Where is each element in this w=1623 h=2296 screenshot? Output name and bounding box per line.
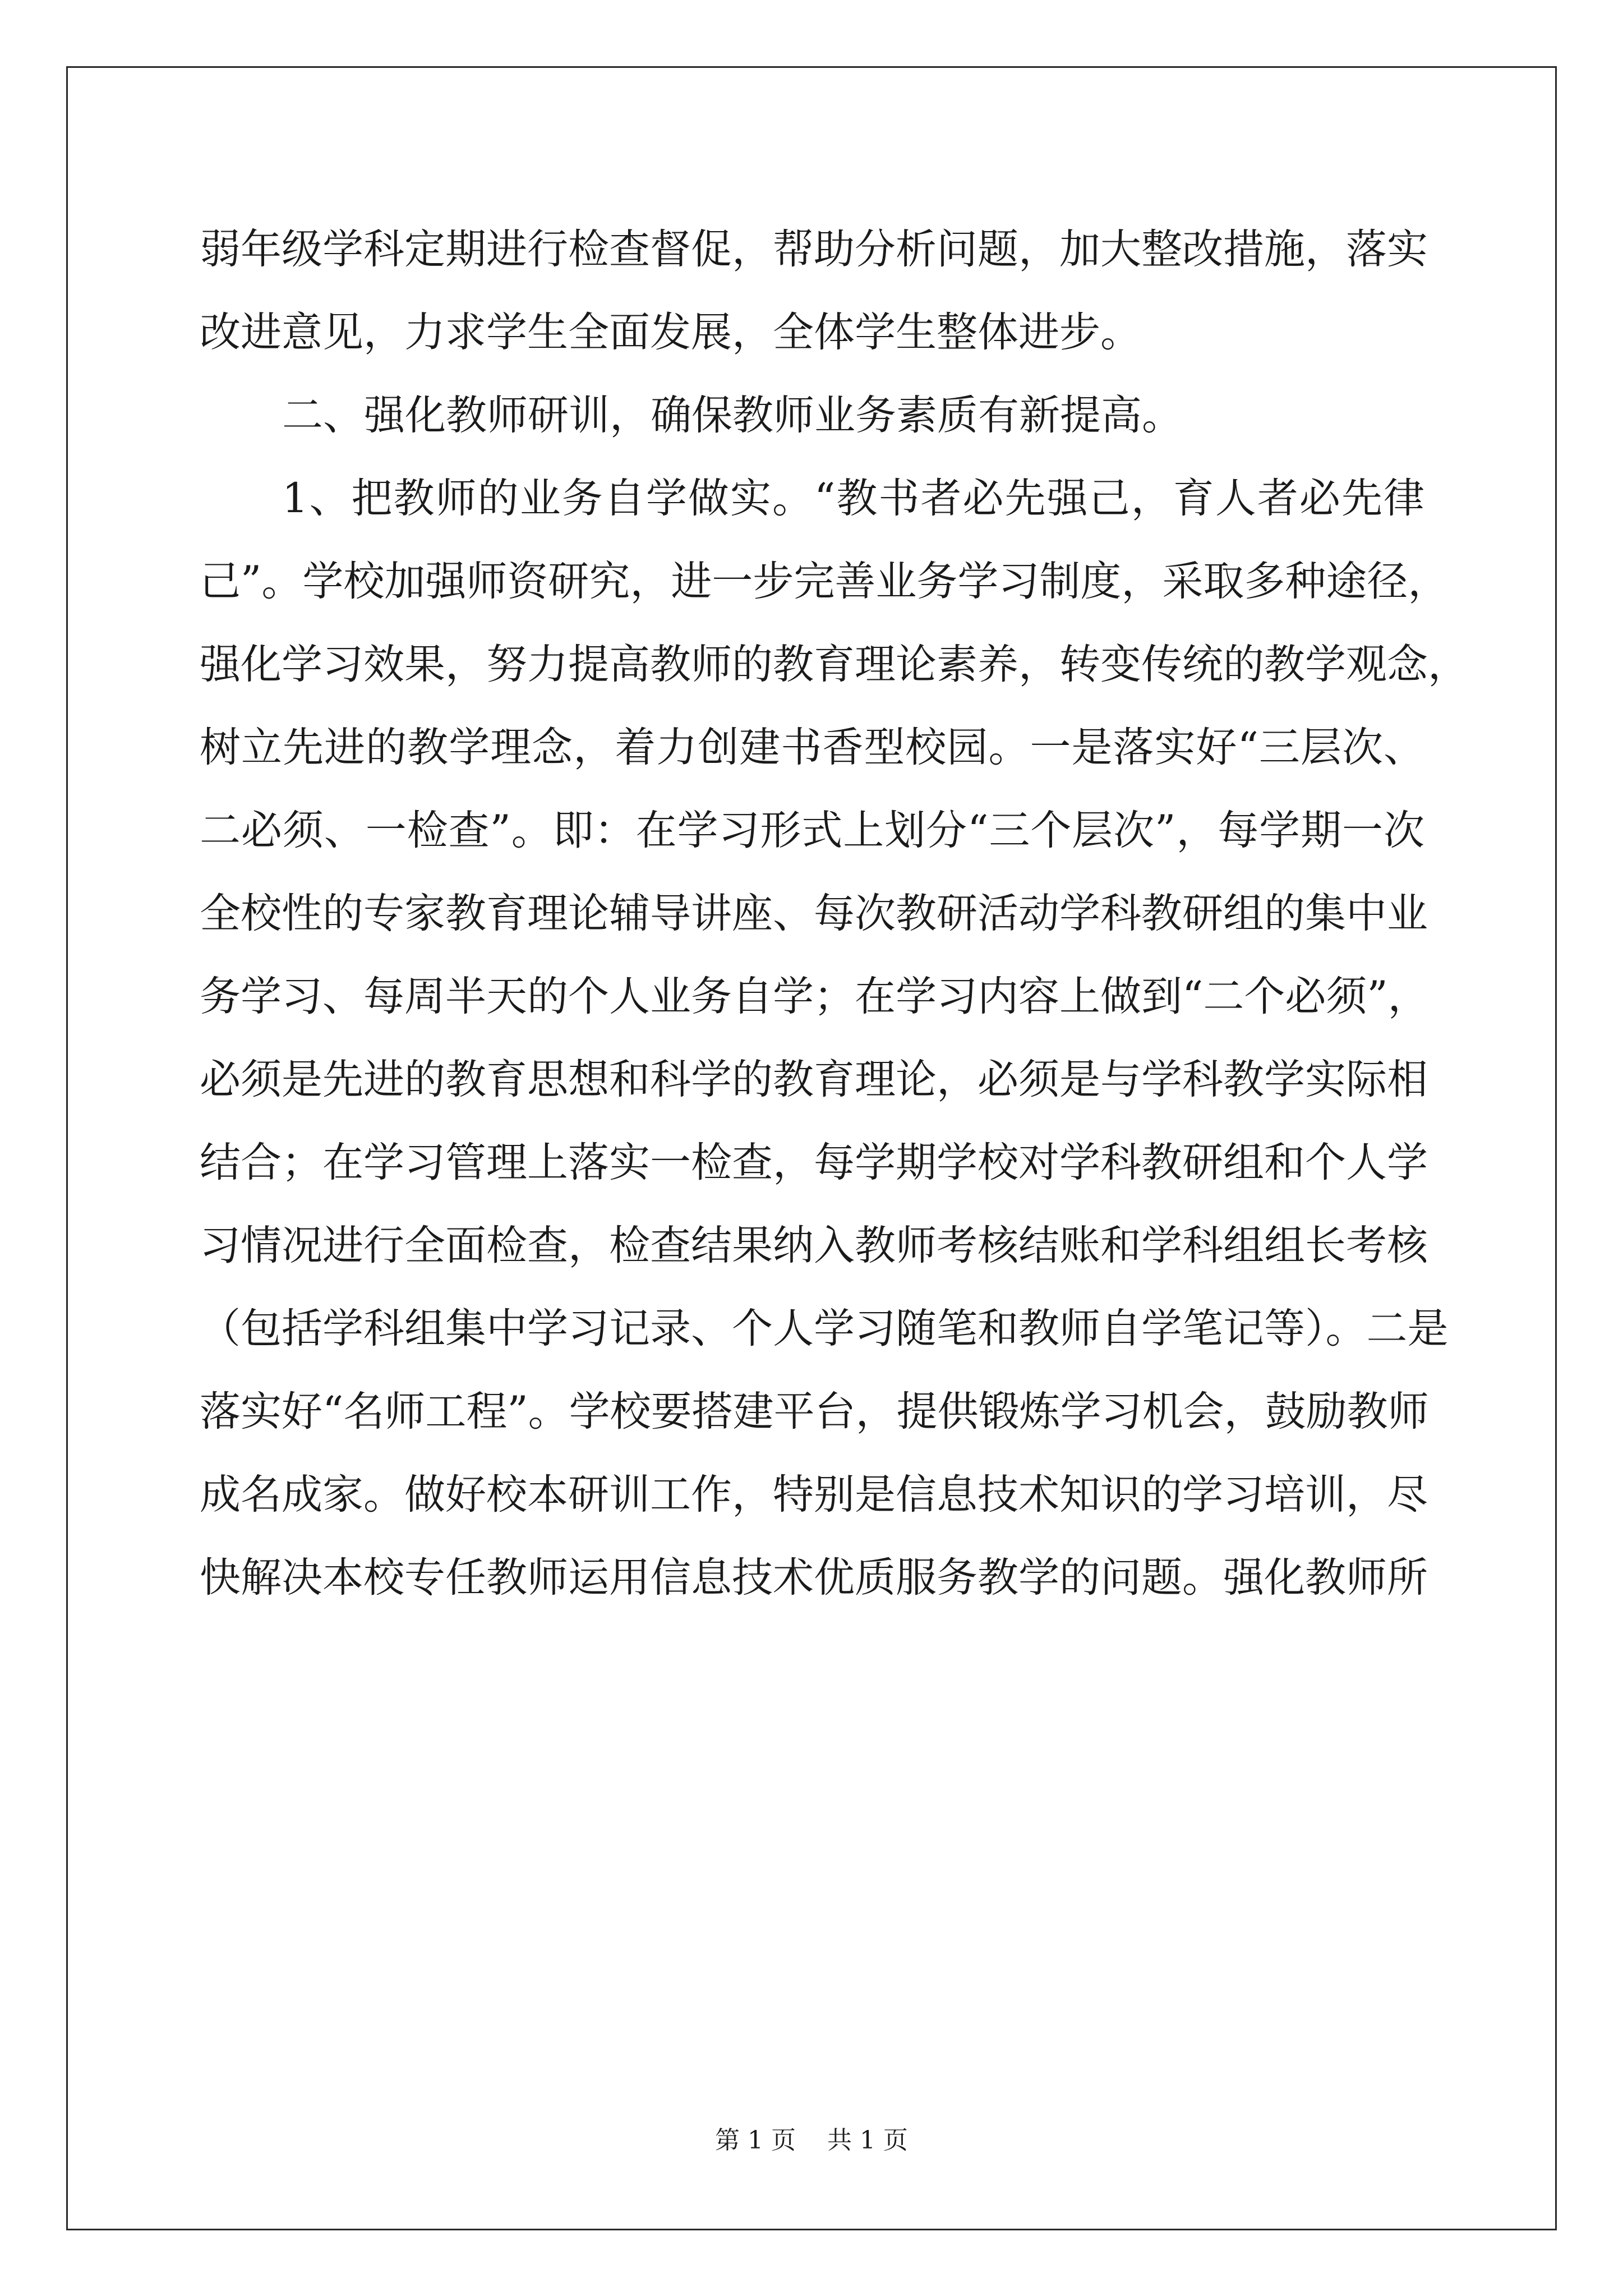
text-line: 成名成家。做好校本研训工作，特别是信息技术知识的学习培训，尽 bbox=[200, 1471, 1428, 1519]
text-line: 全校性的专家教育理论辅导讲座、每次教研活动学科教研组的集中业 bbox=[200, 890, 1428, 937]
text-line: 快解决本校专任教师运用信息技术优质服务教学的问题。强化教师所 bbox=[200, 1554, 1428, 1602]
text-line: 结合；在学习管理上落实一检查，每学期学校对学科教研组和个人学 bbox=[200, 1139, 1428, 1186]
text-line: 1、把教师的业务自学做实。“教书者必先强己，育人者必先律 bbox=[282, 475, 1424, 522]
text-line: 树立先进的教学理念，着力创建书香型校园。一是落实好“三层次、 bbox=[200, 724, 1424, 771]
text-line: 强化学习效果，努力提高教师的教育理论素养，转变传统的教学观念， bbox=[200, 641, 1469, 688]
text-line: 己”。学校加强师资研究，进一步完善业务学习制度，采取多种途径， bbox=[200, 558, 1449, 605]
text-line: （包括学科组集中学习记录、个人学习随笔和教师自学笔记等）。二是 bbox=[200, 1305, 1449, 1352]
text-line: 改进意见，力求学生全面发展，全体学生整体进步。 bbox=[200, 309, 1141, 356]
text-line: 二必须、一检查”。即：在学习形式上划分“三个层次”，每学期一次 bbox=[200, 807, 1424, 854]
page-number-footer: 第 1 页 共 1 页 bbox=[715, 2126, 908, 2155]
section-heading: 二、强化教师研训，确保教师业务素质有新提高。 bbox=[282, 392, 1183, 439]
text-line: 弱年级学科定期进行检查督促，帮助分析问题，加大整改措施，落实 bbox=[200, 226, 1428, 273]
text-line: 习情况进行全面检查，检查结果纳入教师考核结账和学科组组长考核 bbox=[200, 1222, 1428, 1269]
text-line: 务学习、每周半天的个人业务自学；在学习内容上做到“二个必须”， bbox=[200, 973, 1429, 1020]
text-line: 必须是先进的教育思想和科学的教育理论，必须是与学科教学实际相 bbox=[200, 1056, 1428, 1103]
text-line: 落实好“名师工程”。学校要搭建平台，提供锻炼学习机会，鼓励教师 bbox=[200, 1388, 1429, 1435]
